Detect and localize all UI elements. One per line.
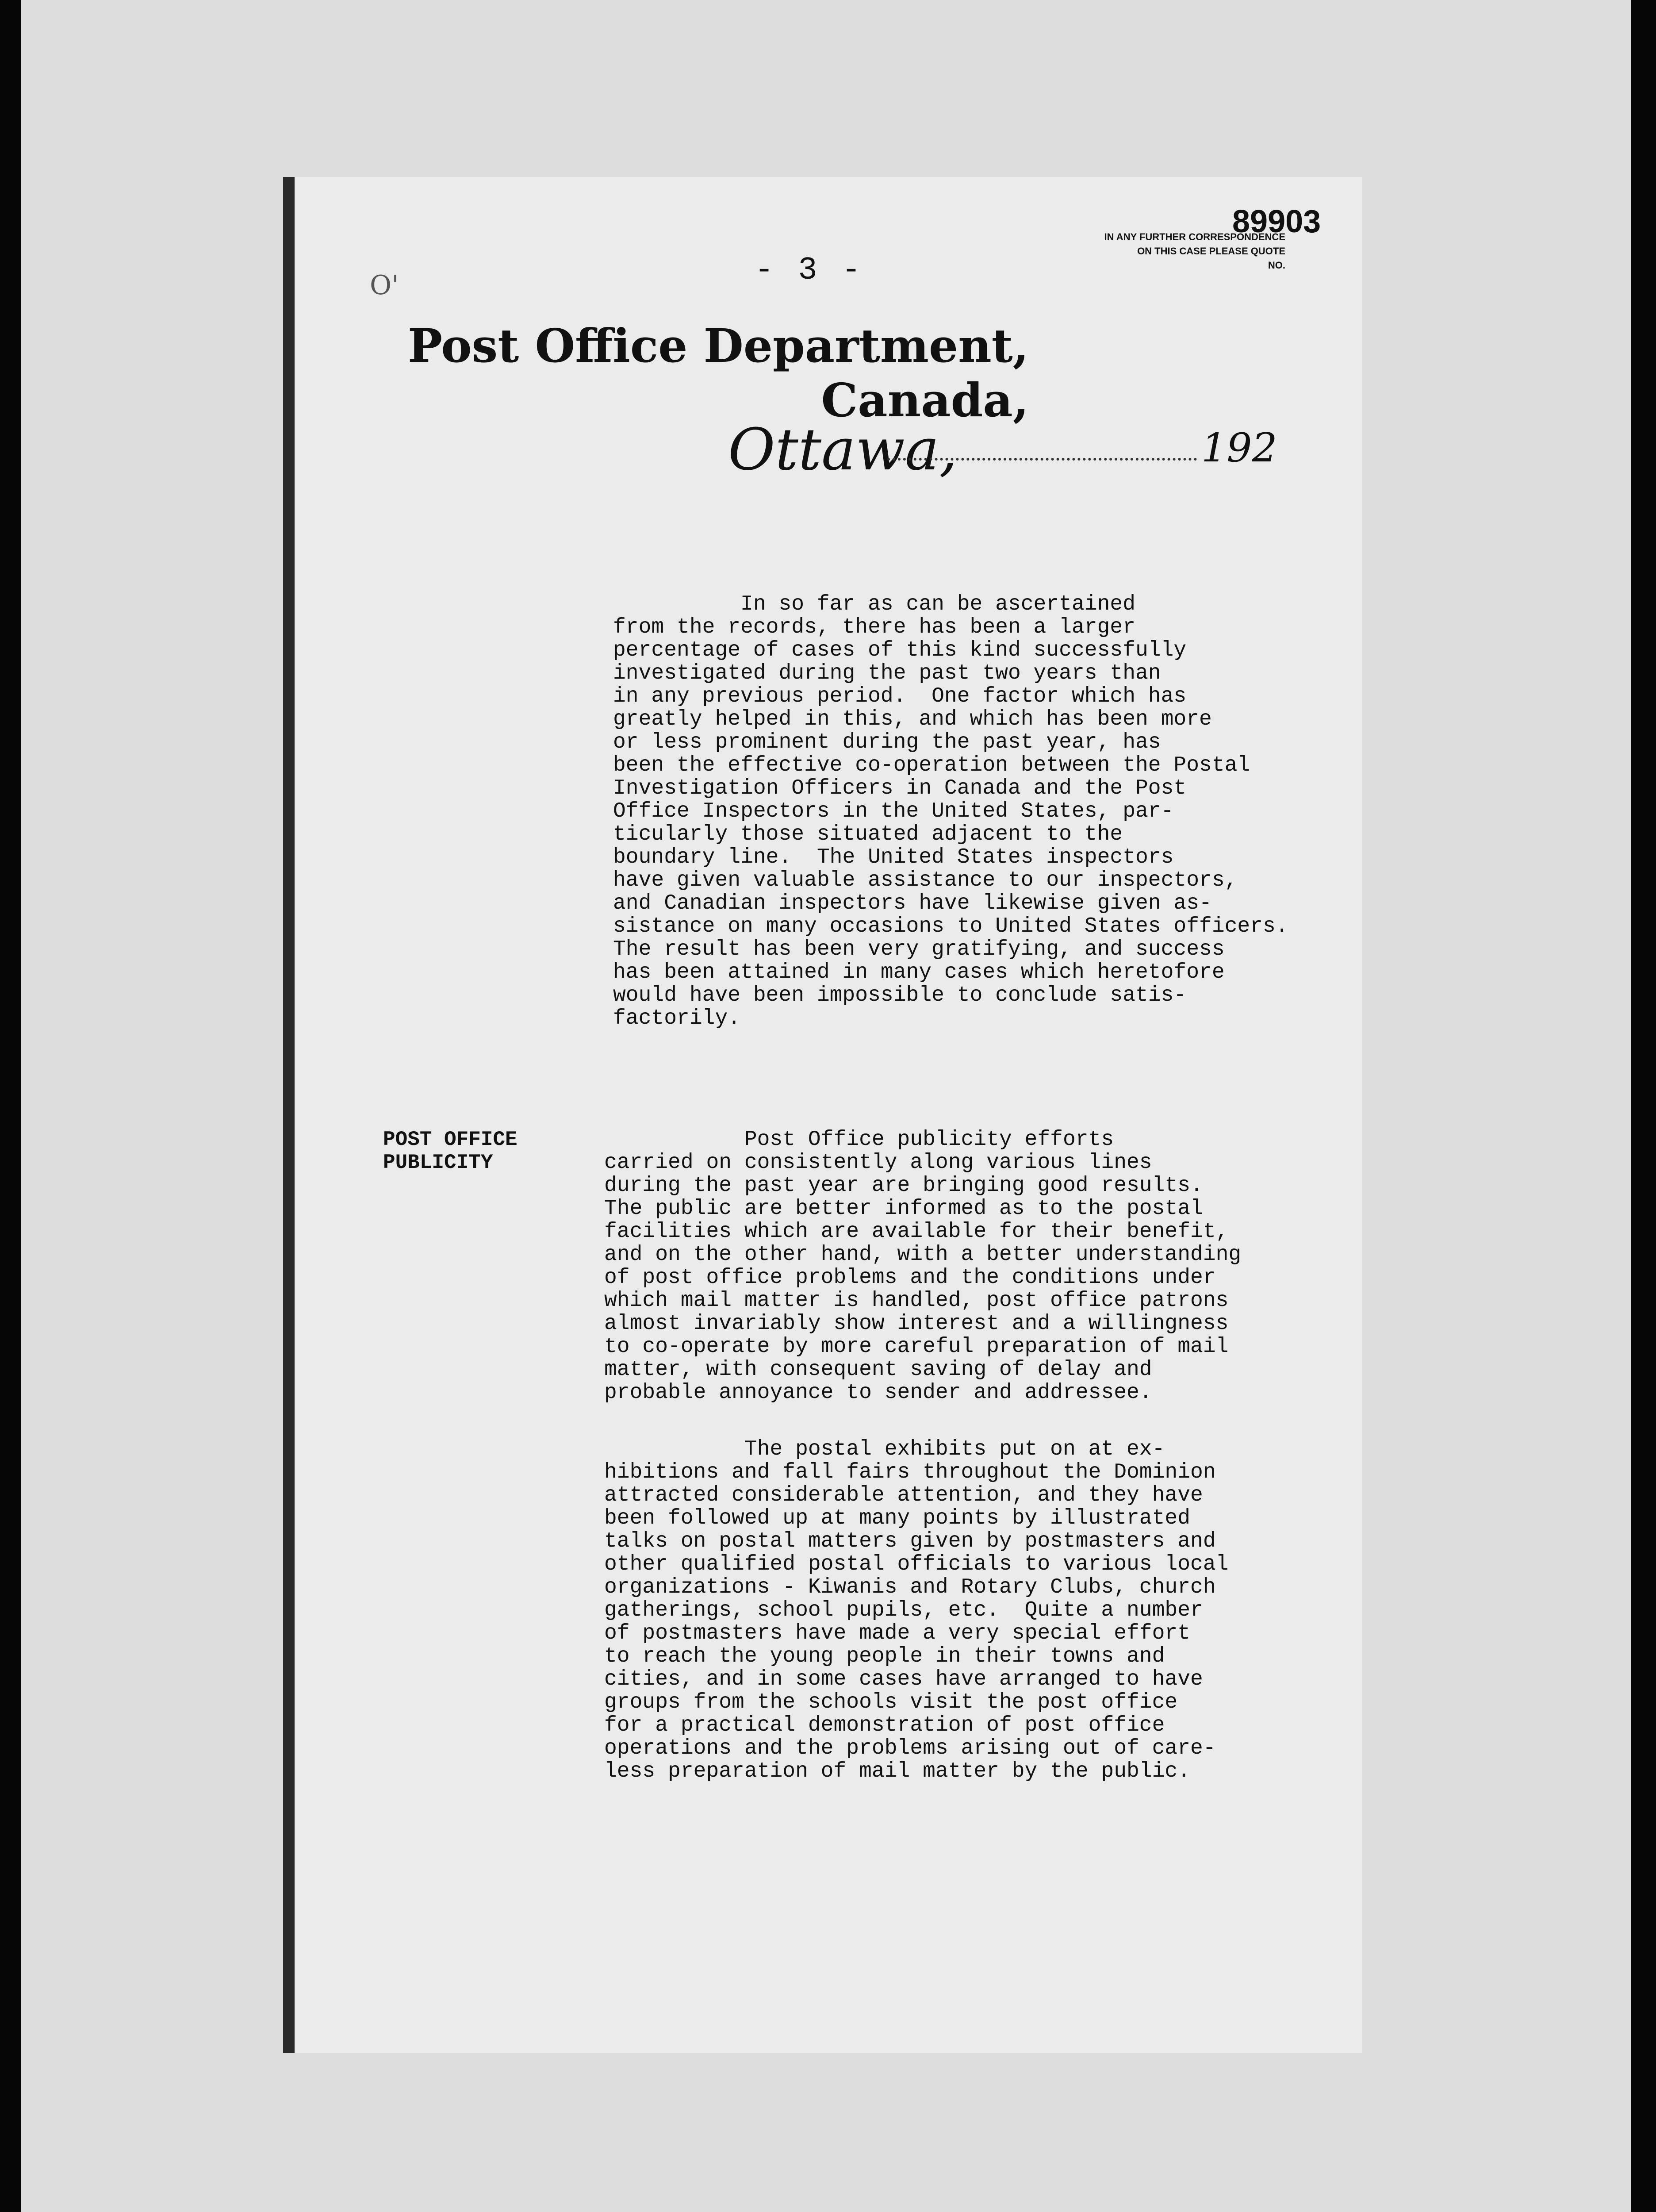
paragraph-investigation: In so far as can be ascertained from the records, there has been a larger percentage of cases of this kind successfully investigated during the past two years than in any previous period. One factor which has greatly helped in this, and which has been more or less prominent during the past year, has been the effective co-operation between the Postal Investigation Officers in Canada and the Post Office Inspectors in the United States, par- ticularly those situated adjacent to the boundary line. The United States inspectors have given valuable assistance to our inspectors, and Canadian inspectors have likewise given as- sistance on many occasions to United States officers. The result has been very gratifying, and success has been attained in many cases which heretofore would have been impossible to conclude satis- factorily. — [613, 592, 1288, 1030]
letterhead: Post Office Department, Canada, — [407, 319, 1029, 427]
letter-page — [283, 177, 1362, 2053]
side-heading-publicity: POST OFFICE PUBLICITY — [383, 1128, 518, 1174]
paragraph-publicity: Post Office publicity efforts carried on consistently along various lines during the past year are bringing good results. The public are better informed as to the postal facilities which are available for their benefit, and on the other hand, with a better understanding of post office problems and the conditions under which mail matter is handled, post office patrons almost invariably show interest and a willingness to co-operate by more careful preparation of mail matter, with consequent saving of delay and probable annoyance to sender and addressee. — [604, 1128, 1242, 1405]
page-number: - 3 - — [755, 252, 864, 288]
paragraph-exhibits: The postal exhibits put on at ex- hibitions and fall fairs throughout the Dominion attracted considerable attention, and they have been followed up at many points by illustrated talks on postal matters given by postmasters and other qualified postal officials to various local organizations - Kiwanis and Rotary Clubs, church gatherings, school pupils, etc. Quite a number of postmasters have made a very special effort to reach the young people in their towns and cities, and in some cases have arranged to have groups from the schools visit the post office for a practical demonstration of post office operations and the problems arising out of care- less preparation of mail matter by the public. — [604, 1437, 1229, 1783]
place-name: Ottawa, — [728, 416, 958, 483]
file-reference-note: IN ANY FURTHER CORRESPONDENCE ON THIS CASE PLEASE QUOTE NO. — [1104, 231, 1285, 271]
date-dotted-line — [887, 458, 1197, 461]
place-date-line — [728, 416, 1277, 483]
year-prefix: 192 — [1201, 425, 1277, 471]
margin-mark: O' — [370, 270, 399, 301]
file-number: 89903 — [1232, 204, 1321, 239]
